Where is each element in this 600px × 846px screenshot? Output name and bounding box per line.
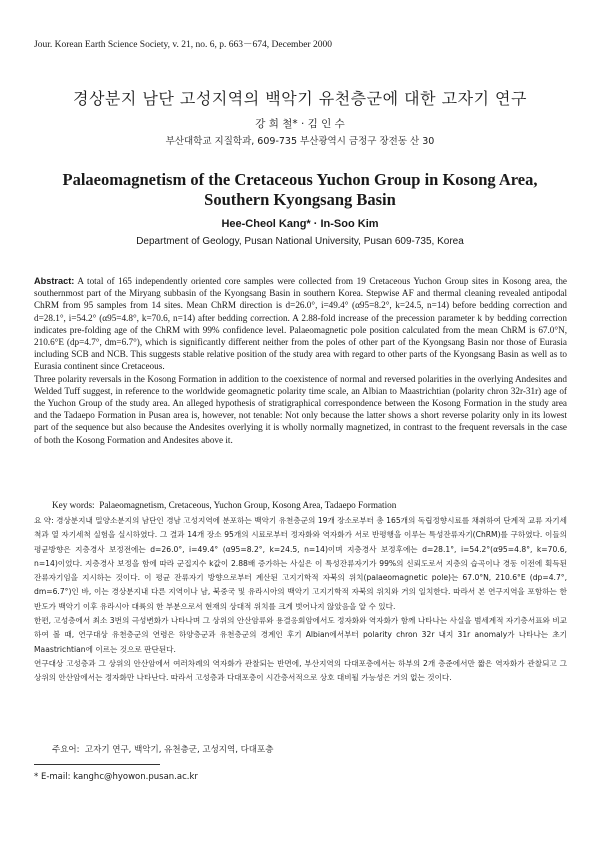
korean-abstract-paragraph-2: 한편, 고성층에서 최소 3번의 극성변화가 나타나며 그 상위의 안산암류와 용결응회암에서도 정자화와 역자화가 함께 나타나는 사실을 범세계적 자기층서표와 비교하여 볼 때, 연구대상 유천층군의 연령은 하양층군과 유천층군의 경계인 후기 Albian에서부터 polarity chron 32r 내지 31r anomaly가 나타나는 초기 Maastrichtian에 이르는 것으로 판단된다.: [34, 616, 567, 654]
abstract-text-1: A total of 165 independently oriented core samples were collected from 19 Cretaceous Yuchon Group sites in Kosong area, the southernmost part of the Miryang subbasin of the Kyongsang Basin in southern Korea. Stepwise AF and thermal cleaning revealed antipodal ChRM from 95 samples from 14 sites. Mean ChRM direction is d=26.0°, i=49.4° (α95=8.2°, k=24.5, n=14) before bedding correction and d=28.1°, i=54.2° (α95=4.8°, k=70.6, n=14) after bedding correction. A 2.88-fold increase of the precession parameter k by bedding correction indicates pre-folding age of the ChRM with 99% confidence level. Palaeomagnetic pole position calculated from the mean ChRM is 67.0°N, 210.6°E (dp=4.7°, dm=6.7°), which is significantly different neither from the poles of other part of the Kyongsang Basin nor those of Eurasia including SCB and NCB. This suggests stable relative position of the study area with regard to other parts of the Kyongsang Basin as well as to Eurasia continent since Cretaceous.: [34, 276, 567, 372]
abstract-paragraph-2: Three polarity reversals in the Kosong Formation in addition to the coexistence of normal and reversed polarities in the overlying Andesites and Welded Tuff suggest, in reference to the worldwide geomagnetic polarity time scale, an Albian to Maastrichtian (polarity chron 32r-31r) age of the Yuchon Group of the study area. An alleged hypothesis of stratigraphical correspondence between the Kosong Formation in the study area and the Tadaepo Formation in Pusan area is, however, not tenable: Not only because the latter shows a short reverse polarity only in its lowest part of the sequence but also because the Andesites overlying it is wholly normally magnetized, in contrast to the frequent reversals in the case of both the Kosong Formation and Andesites above it.: [34, 373, 567, 445]
korean-affiliation: 부산대학교 지질학과, 609-735 부산광역시 금정구 장전동 산 30: [165, 136, 435, 147]
korean-abstract-paragraph-3: 연구대상 고성층과 그 상위의 안산암에서 여러차례의 역자화가 관찰되는 반면에, 부산지역의 다대포층에서는 하부의 2개 층준에서만 짧은 역자화가 관찰되고 그 상위의 안산암에서는 정자화만 나타난다. 따라서 고성층과 다대포층이 시간층서적으로 상호 대비될 가능성은 거의 없는 것이다.: [34, 658, 567, 683]
english-abstract: [34, 275, 567, 446]
english-title: [60, 170, 540, 210]
korean-abstract-text-1: 경상분지내 밀양소분지의 남단인 경남 고성지역에 분포하는 백악기 유천층군의 19개 장소로부터 총 165개의 독립정향시료를 채취하여 단계적 교류 자기세척과 열 자기세척 실험을 실시하였다. 그 결과 14개 장소 95개의 시료로부터 정자화와 역자화가 서로 반평행을 이루는 특성잔류자기(ChRM)를 구하였다. 이들의 평균방향은 지층경사 보정전에는 d=26.0°, i=49.4° (α95=8.2°, k=24.5, n=14)이며 지층경사 보정후에는 d=28.1°, i=54.2°(α95=4.8°, k=70.6, n=14)이었다. 지층경사 보정을 함에 따라 군집지수 k값이 2.88배 증가하는 사실은 이 특성잔류자기가 99%의 신뢰도로서 지층의 습곡이나 경동 이전에 획득된 잔류자기임을 지시하는 것이다. 이 평균 잔류자기 방향으로부터 계산된 고지기학적 자북의 위치(palaeomagnetic pole)는 67.0°N, 210.6°E (dp=4.7°, dm=6.7°)인 바, 이는 경상분지내 다른 지역이나 남, 북중국 및 유라시아의 백악기 고지기학적 자북의 위치와 거의 일치한다. 따라서 본 연구지역을 포함하는 한반도가 백악기 이후 유라시아 대륙의 한 부분으로서 현재의 상대적 위치를 크게 벗어나지 않았음을 알 수 있다.: [34, 516, 567, 611]
korean-title: 경상분지 남단 고성지역의 백악기 유천층군에 대한 고자기 연구: [73, 89, 527, 108]
korean-abstract-label: 요 약:: [34, 516, 54, 525]
abstract-label: Abstract:: [34, 276, 75, 286]
email-footnote: * E-mail: kanghc@hyowon.pusan.ac.kr: [34, 772, 198, 782]
korean-abstract-paragraph-1: [34, 514, 567, 614]
keywords-label: Key words:: [52, 500, 95, 510]
english-authors: Hee-Cheol Kang* · In-Soo Kim: [221, 218, 379, 230]
korean-keywords: [52, 743, 273, 755]
english-title-line-2: Southern Kyongsang Basin: [204, 190, 396, 209]
journal-header: Jour. Korean Earth Science Society, v. 21, no. 6, p. 663－674, December 2000: [34, 40, 332, 50]
keywords-text: Palaeomagnetism, Cretaceous, Yuchon Group, Kosong Area, Tadaepo Formation: [99, 500, 397, 510]
korean-abstract: [34, 514, 567, 686]
english-affiliation: Department of Geology, Pusan National University, Pusan 609-735, Korea: [136, 236, 464, 247]
korean-keywords-text: 고자기 연구, 백악기, 유천층군, 고성지역, 다대포층: [84, 745, 274, 755]
abstract-paragraph-1: [34, 275, 567, 373]
korean-authors: 강 희 철* · 김 인 수: [255, 118, 345, 130]
english-keywords: [52, 500, 567, 510]
footnote-divider: [34, 764, 160, 765]
korean-keywords-label: 주요어:: [52, 745, 80, 755]
english-title-line-1: Palaeomagnetism of the Cretaceous Yuchon Group in Kosong Area,: [62, 170, 538, 189]
